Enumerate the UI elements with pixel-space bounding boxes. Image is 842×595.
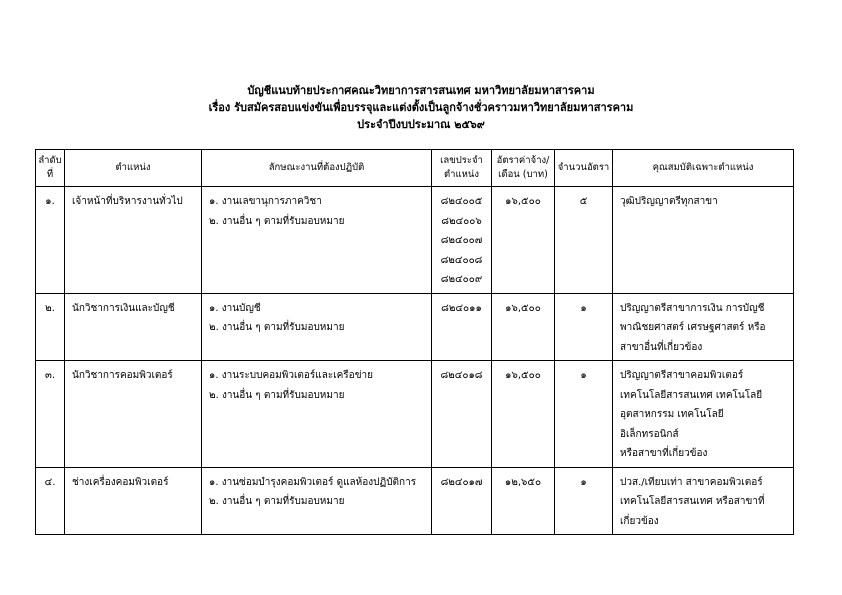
row-count: ๑ — [555, 361, 613, 468]
header-line-1: บัญชีแนบท้ายประกาศคณะวิทยาการสารสนเทศ มหาวิทยาลัยมหาสารคาม — [247, 84, 595, 97]
row-count: ๕ — [555, 187, 613, 294]
table-row — [36, 187, 794, 294]
row-qualifications: ปริญญาตรีสาขาการเงิน การบัญชี พาณิชยศาสตร์ เศรษฐศาสตร์ หรือ สาขาอื่นที่เกี่ยวข้อง — [613, 293, 794, 361]
row-position-numbers: ๘๒๔๐๑๑ — [432, 293, 492, 361]
row-duties: ๑. งานบัญชี ๒. งานอื่น ๆ ตามที่รับมอบหมาย — [202, 293, 432, 361]
row-qualifications: ปริญญาตรีสาขาคอมพิวเตอร์ เทคโนโลยีสารสนเทศ เทคโนโลยี อุตสาหกรรม เทคโนโลยี อิเล็กทรอนิกส์ หรือสาขาที่เกี่ยวข้อง — [613, 361, 794, 468]
header-qualifications: คุณสมบัติเฉพาะตำแหน่ง — [613, 150, 794, 187]
row-count: ๑ — [555, 467, 613, 535]
table-header-row — [36, 150, 794, 187]
header-count: จำนวนอัตรา — [555, 150, 613, 187]
row-position: นักวิชาการคอมพิวเตอร์ — [65, 361, 202, 468]
row-position-numbers: ๘๒๔๐๐๕ ๘๒๔๐๐๖ ๘๒๔๐๐๗ ๘๒๔๐๐๘ ๘๒๔๐๐๙ — [432, 187, 492, 294]
table-row — [36, 467, 794, 535]
header-line-3: ประจำปีงบประมาณ ๒๕๖๙ — [357, 118, 485, 131]
header-wage: อัตราค่าจ้าง/ เดือน (บาท) — [492, 150, 555, 187]
header-line-2: เรื่อง รับสมัครสอบแข่งขันเพื่อบรรจุและแต่งตั้งเป็นลูกจ้างชั่วคราวมหาวิทยาลัยมหาสารคาม — [208, 101, 634, 114]
row-wage: ๑๖,๕๐๐ — [492, 187, 555, 294]
header-no: ลำดับ ที่ — [36, 150, 65, 187]
row-position: เจ้าหน้าที่บริหารงานทั่วไป — [65, 187, 202, 294]
row-no: ๓. — [36, 361, 65, 468]
positions-table — [35, 149, 794, 535]
header-duties: ลักษณะงานที่ต้องปฏิบัติ — [202, 150, 432, 187]
table-row — [36, 293, 794, 361]
row-position: นักวิชาการเงินและบัญชี — [65, 293, 202, 361]
row-position: ช่างเครื่องคอมพิวเตอร์ — [65, 467, 202, 535]
row-duties: ๑. งานซ่อมบำรุงคอมพิวเตอร์ ดูแลห้องปฏิบัติการ ๒. งานอื่น ๆ ตามที่รับมอบหมาย — [202, 467, 432, 535]
document-header — [0, 82, 842, 133]
row-qualifications: ปวส./เทียบเท่า สาขาคอมพิวเตอร์ เทคโนโลยีสารสนเทศ หรือสาขาที่ เกี่ยวข้อง — [613, 467, 794, 535]
table-row — [36, 361, 794, 468]
row-no: ๔. — [36, 467, 65, 535]
row-position-numbers: ๘๒๔๐๑๘ — [432, 361, 492, 468]
row-wage: ๑๒,๖๕๐ — [492, 467, 555, 535]
row-wage: ๑๖,๕๐๐ — [492, 361, 555, 468]
header-position-number: เลขประจำ ตำแหน่ง — [432, 150, 492, 187]
row-no: ๒. — [36, 293, 65, 361]
row-duties: ๑. งานระบบคอมพิวเตอร์และเครือข่าย ๒. งานอื่น ๆ ตามที่รับมอบหมาย — [202, 361, 432, 468]
row-wage: ๑๖,๕๐๐ — [492, 293, 555, 361]
header-position: ตำแหน่ง — [65, 150, 202, 187]
row-duties: ๑. งานเลขานุการภาควิชา ๒. งานอื่น ๆ ตามที่รับมอบหมาย — [202, 187, 432, 294]
row-qualifications: วุฒิปริญญาตรีทุกสาขา — [613, 187, 794, 294]
row-no: ๑. — [36, 187, 65, 294]
row-position-numbers: ๘๒๔๐๑๗ — [432, 467, 492, 535]
row-count: ๑ — [555, 293, 613, 361]
